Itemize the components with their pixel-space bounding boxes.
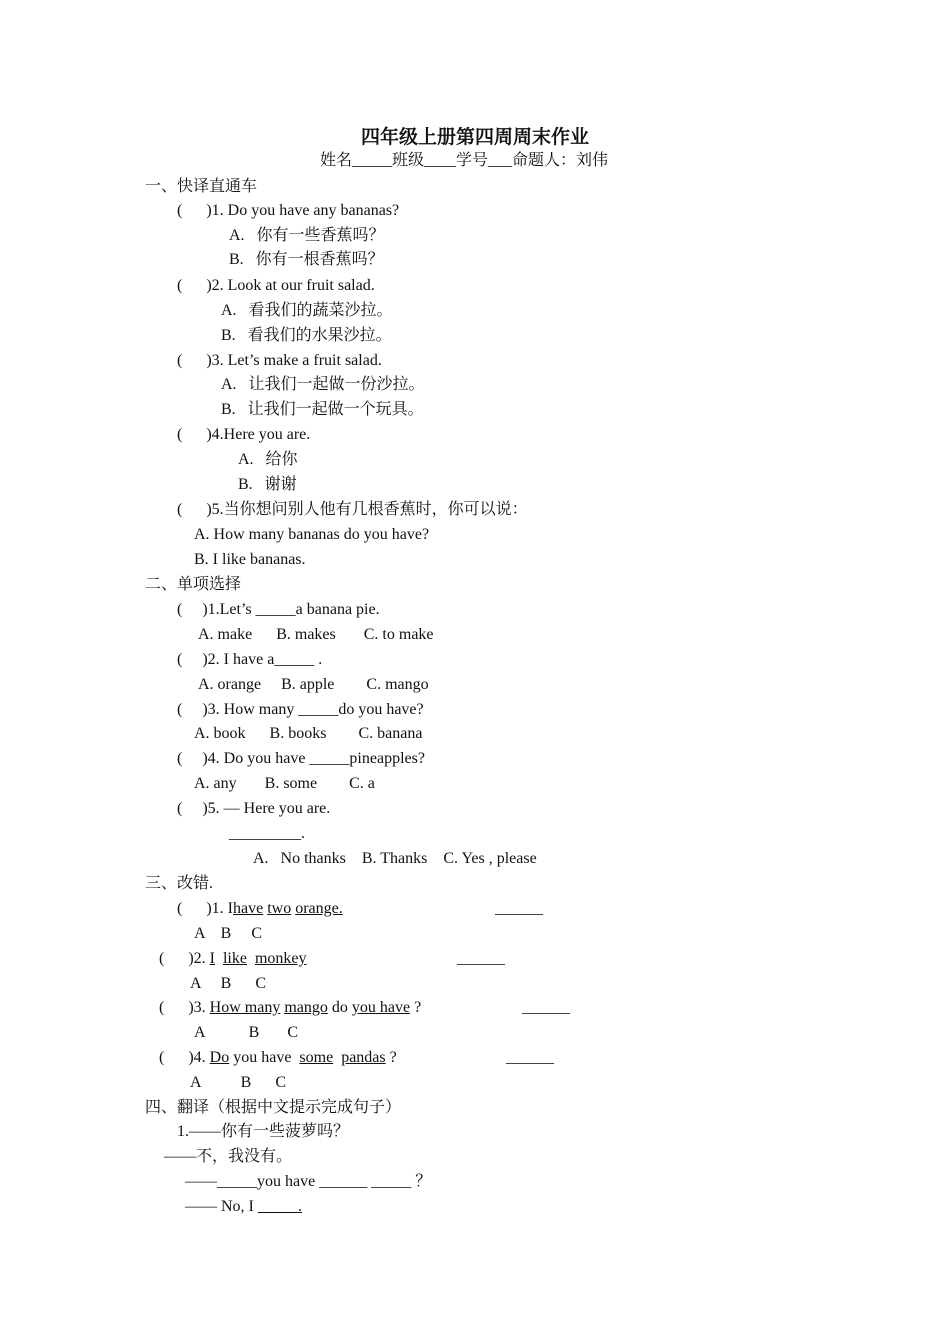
s2-q5-options: A. No thanks B. Thanks C. Yes , please xyxy=(253,850,537,867)
s4-fill-line-1: ——_____you have ______ _____ ？ xyxy=(185,1173,432,1190)
section3-heading: 三、改错. xyxy=(145,875,214,892)
answer-paren: ( ) xyxy=(159,950,194,967)
answer-paren: ( ) xyxy=(177,750,208,767)
answer-paren: ( ) xyxy=(177,501,212,518)
answer-paren: ( ) xyxy=(177,352,212,369)
id-label: 学号 xyxy=(456,152,489,169)
s2-q1 xyxy=(177,600,380,620)
s3-q3-letters: A B C xyxy=(194,1024,299,1041)
answer-paren: ( ) xyxy=(177,651,208,668)
setter-label: 命题人：刘伟 xyxy=(512,152,609,169)
s3-q1: ( )1. Ihave two orange. xyxy=(177,900,343,917)
s2-q3-options: A. book B. books C. banana xyxy=(194,725,423,742)
error-part-b: mango xyxy=(284,999,328,1016)
answer-paren: ( ) xyxy=(177,701,208,718)
name-blank: _____ xyxy=(352,152,393,169)
s4-q1-response: ——不，我没有。 xyxy=(164,1148,293,1165)
answer-paren: ( ) xyxy=(177,202,212,219)
s1-q5-option-b: B. I like bananas. xyxy=(194,551,306,568)
error-part-a: Do xyxy=(209,1049,230,1066)
s4-fill-line-2: —— No, I _____. xyxy=(185,1198,302,1215)
id-blank: ___ xyxy=(488,152,513,169)
s1-q2 xyxy=(177,276,375,296)
s3-q3: ( )3. How many mango do you have ? xyxy=(159,999,422,1016)
error-part-c: you have xyxy=(351,999,411,1016)
answer-blank: _____. xyxy=(257,1198,302,1215)
s3-q4-correction-blank: ______ xyxy=(506,1049,554,1066)
answer-paren: ( ) xyxy=(177,601,208,618)
error-part-c: monkey xyxy=(254,950,307,967)
s1-q4-option-a: A. 给你 xyxy=(238,451,298,468)
error-part-b: like xyxy=(222,950,247,967)
answer-paren: ( ) xyxy=(177,800,208,817)
s1-q1 xyxy=(177,201,399,221)
question-text: 2. I have a_____ . xyxy=(207,651,323,668)
s1-q3-option-b: B. 让我们一起做一个玩具。 xyxy=(221,401,424,418)
s2-q5-answer-blank: _________. xyxy=(229,825,305,842)
question-text: 5.当你想问别人他有几根香蕉时，你可以说： xyxy=(211,501,528,518)
s1-q5 xyxy=(177,500,528,520)
question-text: 4.Here you are. xyxy=(211,426,311,443)
name-label: 姓名 xyxy=(320,152,353,169)
s2-q4 xyxy=(177,749,425,769)
student-info-line xyxy=(320,151,608,171)
answer-paren: ( ) xyxy=(159,999,194,1016)
s2-q5 xyxy=(177,799,330,819)
error-part-b: two xyxy=(267,900,292,917)
s3-q4: ( )4. Do you have some pandas ? xyxy=(159,1049,397,1066)
s1-q3 xyxy=(177,351,382,371)
error-part-a: I xyxy=(209,950,215,967)
s1-q1-option-a: A. 你有一些香蕉吗？ xyxy=(229,227,385,244)
error-part-a: have xyxy=(232,900,264,917)
question-text: 5. — Here you are. xyxy=(207,800,331,817)
s3-q2: ( )2. I like monkey xyxy=(159,950,307,967)
error-part-c: orange. xyxy=(295,900,343,917)
s1-q4-option-b: B. 谢谢 xyxy=(238,476,297,493)
question-text: 1.Let’s _____a banana pie. xyxy=(207,601,380,618)
class-label: 班级 xyxy=(392,152,425,169)
answer-paren: ( ) xyxy=(177,277,212,294)
s3-q2-correction-blank: ______ xyxy=(457,950,505,967)
question-text: 1. Do you have any bananas? xyxy=(211,202,400,219)
question-text: 2. Look at our fruit salad. xyxy=(211,277,375,294)
question-text: 3. How many _____do you have? xyxy=(207,701,424,718)
class-blank: ____ xyxy=(424,152,457,169)
answer-paren: ( ) xyxy=(159,1049,194,1066)
s2-q4-options: A. any B. some C. a xyxy=(194,775,375,792)
section4-heading: 四、翻译（根据中文提示完成句子） xyxy=(145,1099,402,1116)
s2-q1-options: A. make B. makes C. to make xyxy=(198,626,434,643)
s1-q4 xyxy=(177,425,310,445)
question-text: 4. Do you have _____pineapples? xyxy=(207,750,425,767)
error-part-c: pandas xyxy=(341,1049,386,1066)
s3-q1-letters: A B C xyxy=(194,925,263,942)
error-part-b: some xyxy=(299,1049,334,1066)
s1-q3-option-a: A. 让我们一起做一份沙拉。 xyxy=(221,376,425,393)
question-text: 3. Let’s make a fruit salad. xyxy=(211,352,382,369)
s1-q2-option-b: B. 看我们的水果沙拉。 xyxy=(221,327,392,344)
s3-q1-correction-blank: ______ xyxy=(495,900,543,917)
error-part-a: How many xyxy=(209,999,281,1016)
s1-q5-option-a: A. How many bananas do you have? xyxy=(194,526,430,543)
answer-paren: ( ) xyxy=(177,900,212,917)
section2-heading: 二、单项选择 xyxy=(145,576,242,593)
s2-q3 xyxy=(177,700,424,720)
s2-q2 xyxy=(177,650,322,670)
section1-heading: 一、快译直通车 xyxy=(145,178,258,195)
s3-q3-correction-blank: ______ xyxy=(522,999,570,1016)
s2-q2-options: A. orange B. apple C. mango xyxy=(198,676,429,693)
answer-paren: ( ) xyxy=(177,426,212,443)
s3-q2-letters: A B C xyxy=(190,975,267,992)
page-title: 四年级上册第四周周末作业 xyxy=(361,127,590,148)
s3-q4-letters: A B C xyxy=(190,1074,287,1091)
s1-q2-option-a: A. 看我们的蔬菜沙拉。 xyxy=(221,302,393,319)
s4-q1-prompt: 1.——你有一些菠萝吗？ xyxy=(177,1123,350,1140)
s1-q1-option-b: B. 你有一根香蕉吗？ xyxy=(229,251,384,268)
